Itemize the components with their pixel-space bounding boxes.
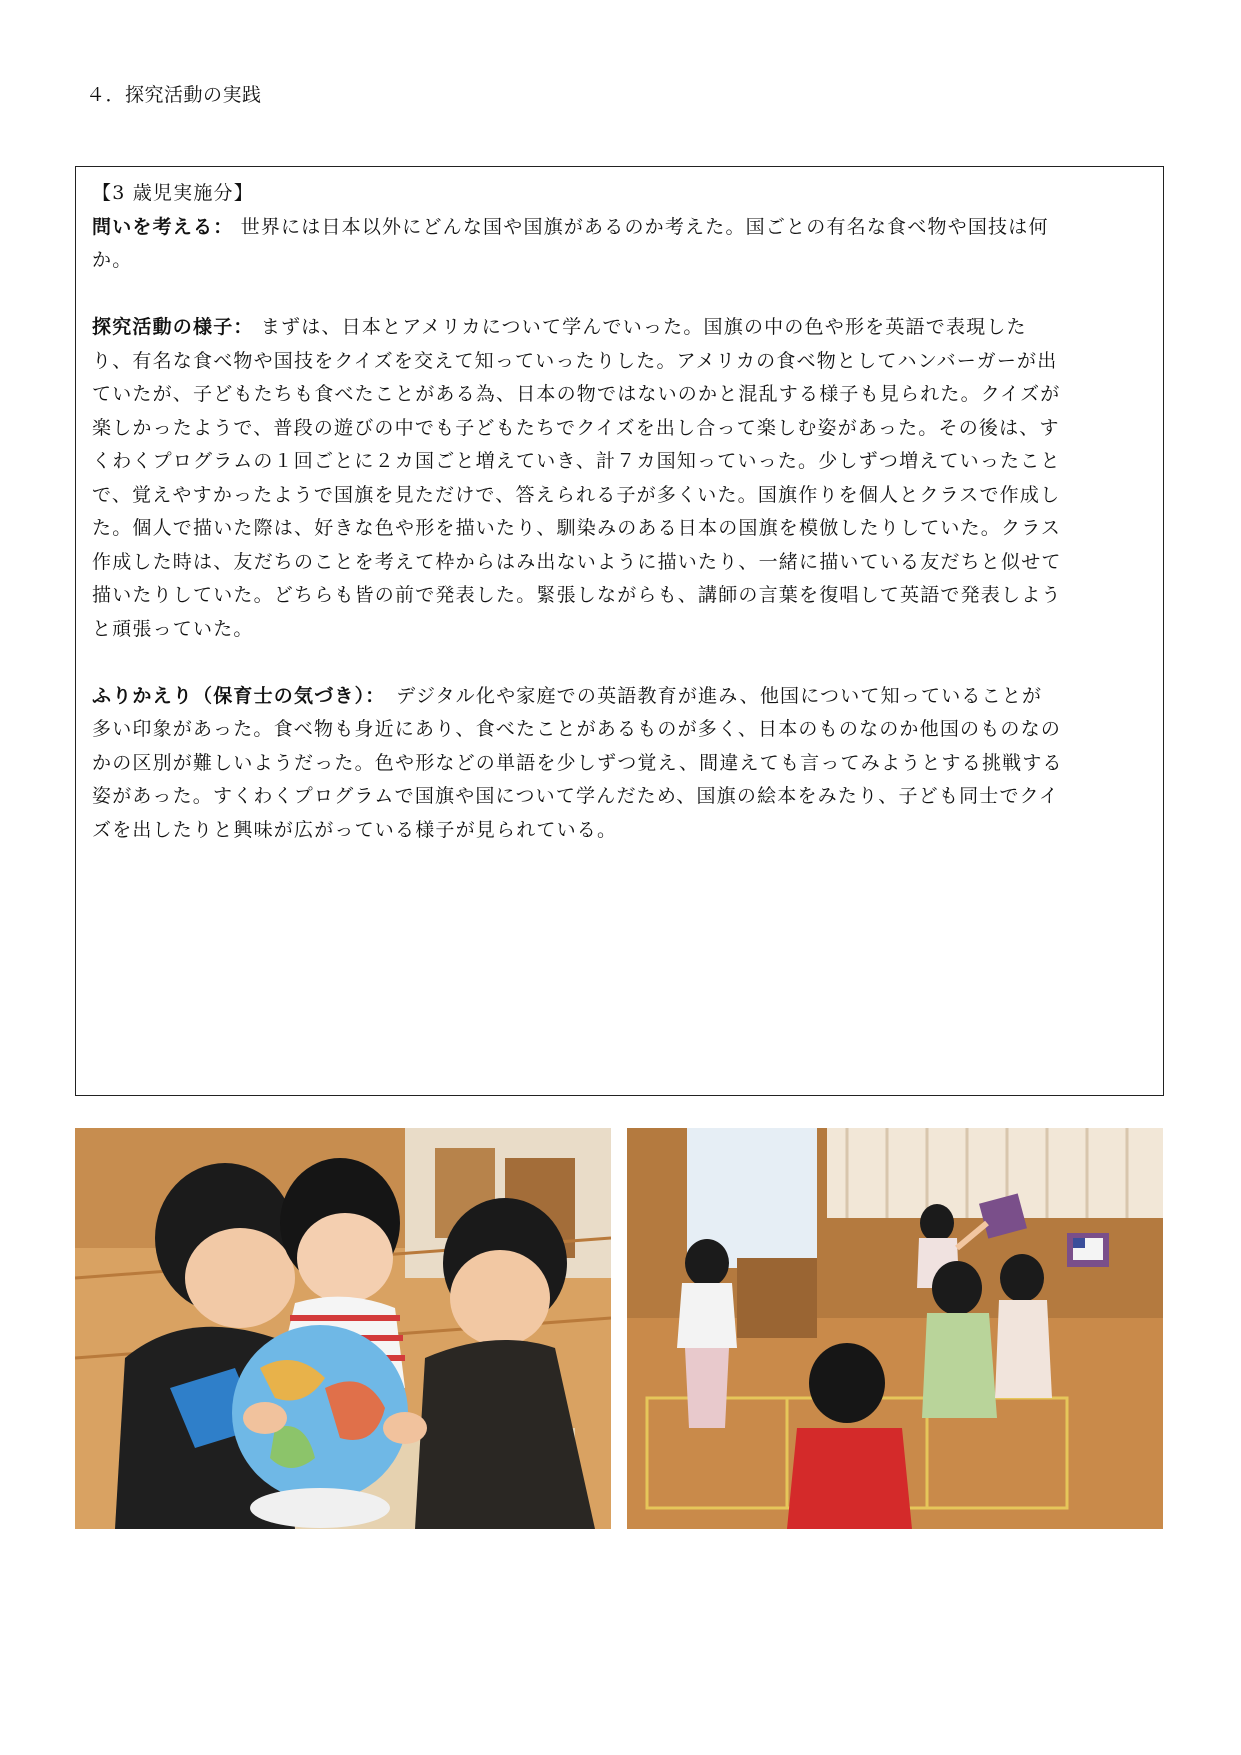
reflection-line-3: かの区別が難しいようだった。色や形などの単語を少しずつ覚え、間違えても言ってみようとする挑戦する [92,751,1063,774]
practice-report-box [75,166,1164,1096]
reflection-line-5: ズを出したりと興味が広がっている様子が見られている。 [92,818,618,841]
activity-line-5: くわくプログラムの１回ごとに２カ国ごと増えていき、計７カ国知っていった。少しずつ増えていったこと [92,450,1061,472]
activity-text-1: まずは、日本とアメリカについて学んでいった。国旗の中の色や形を英語で表現した [253,316,1027,338]
photo-children-globe [75,1128,611,1529]
activity-label: 探究活動の様子： [92,316,254,338]
activity-line-10: と頑張っていた。 [92,617,254,640]
question-line-1 [92,211,1150,245]
report-content [92,177,1150,847]
activity-line-2: り、有名な食べ物や国技をクイズを交えて知っていったりした。アメリカの食べ物としてハンバーガーが出 [92,349,1058,372]
reflection-label: ふりかえり（保育士の気づき）： [92,684,377,707]
reflection-line-2: 多い印象があった。食べ物も身近にあり、食べたことがあるものが多く、日本のものなのか他国のものなの [92,718,1062,740]
activity-line-6: で、覚えやすかったようで国旗を見ただけで、答えられる子が多くいた。国旗作りを個人とクラスで作成し [92,483,1061,506]
activity-line-4: 楽しかったようで、普段の遊びの中でも子どもたちでクイズを出し合って楽しむ姿があった。その後は、す [92,416,1060,439]
question-line-2: か。 [92,249,133,271]
activity-line-7: た。個人で描いた際は、好きな色や形を描いたり、馴染みのある日本の国旗を模倣したりしていた。クラス [92,517,1062,539]
reflection-line-1 [92,680,1150,714]
activity-line-8: 作成した時は、友だちのことを考えて枠からはみ出ないように描いたり、一緒に描いている友だちと似せて [92,550,1062,573]
reflection-line-4: 姿があった。すくわくプログラムで国旗や国について学んだため、国旗の絵本をみたり、子ども同士でクイ [92,785,1060,807]
question-text-1: 世界には日本以外にどんな国や国旗があるのか考えた。国ごとの有名な食べ物や国技は何 [233,215,1049,238]
section-heading: ４．探究活動の実践 [86,84,262,106]
activity-line-1 [92,311,1150,345]
question-label: 問いを考える： [92,215,234,238]
activity-line-9: 描いたりしていた。どちらも皆の前で発表した。緊張しながらも、講師の言葉を復唱して英語で発表しよう [92,584,1062,606]
grade-header: 【3 歳児実施分】 [92,182,254,204]
photo-children-flag-quiz [627,1128,1163,1529]
activity-line-3: ていたが、子どもたちも食べたことがある為、日本の物ではないのかと混乱する様子も見られた。クイズが [92,383,1061,405]
reflection-text-1: デジタル化や家庭での英語教育が進み、他国について知っていることが [376,684,1043,707]
